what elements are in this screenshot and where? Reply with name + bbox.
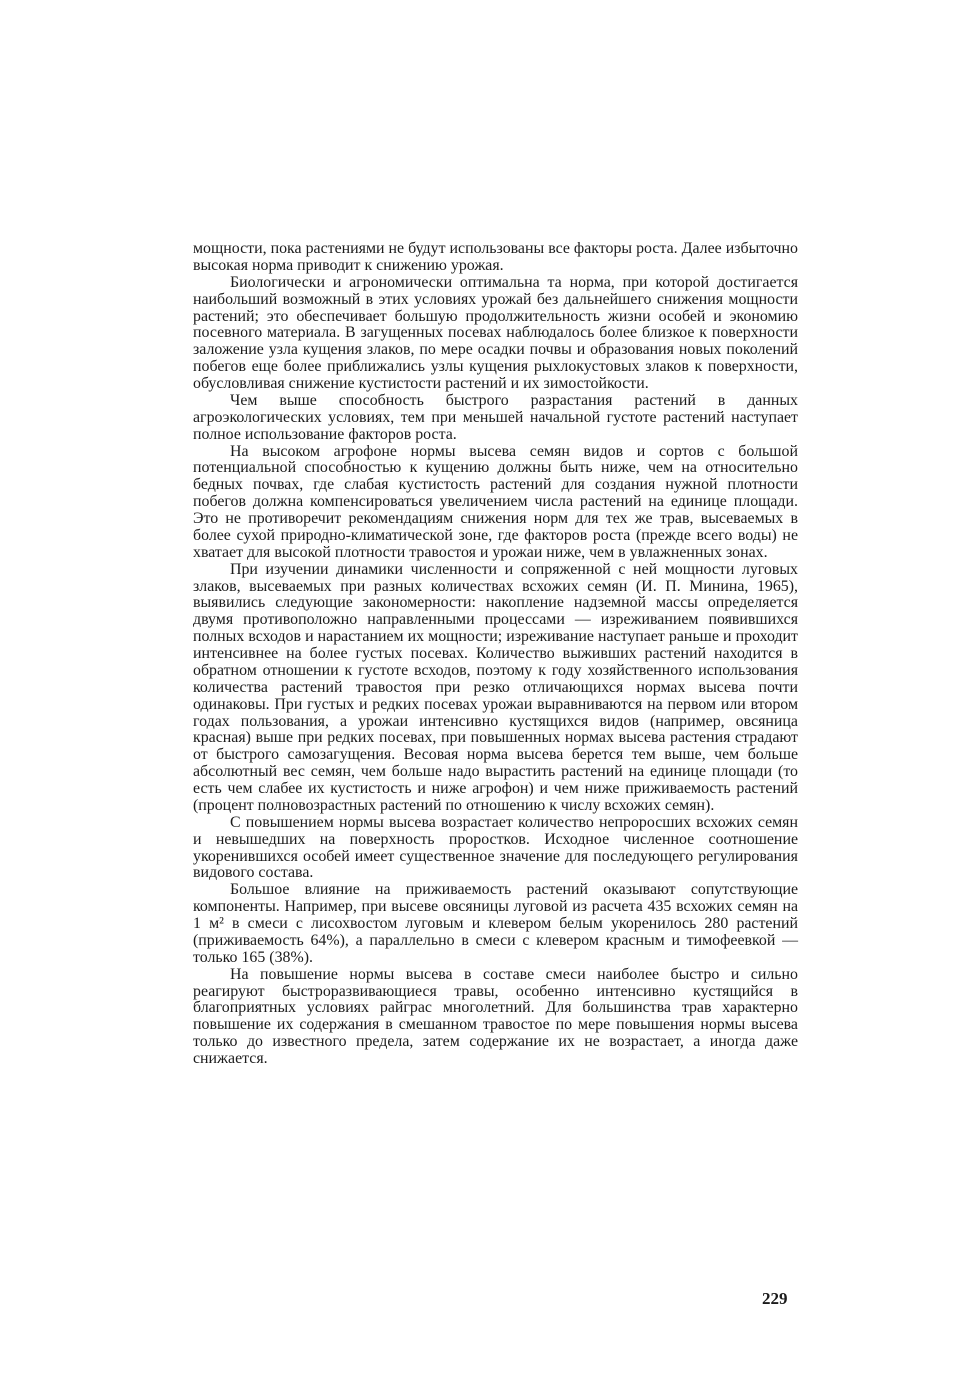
paragraph: Биологически и агрономически оптимальна та норма, при которой достигается наибольший возможный в этих условиях урожай без дальнейшего снижения мощности растений; это обеспечивает большую продолжительность жизни особей и экономию посевного материала. В загущенных посевах наблюдалось более близкое к поверхности заложение узла кущения злаков, по мере осадки почвы и образования новых поколений побегов еще более приближались узлы кущения рыхлокустовых злаков к поверхности, обусловливая снижение кустистости растений и их зимостойкости. xyxy=(193,273,798,392)
paragraph: С повышением нормы высева возрастает количество непроросших всхожих семян и невышедших на поверхность проростков. Исходное численное соотношение укоренившихся особей имеет существенное значение для последующего регулирования видового состава. xyxy=(193,813,798,882)
paragraph: На повышение нормы высева в составе смеси наиболее быстро и сильно реагируют быстроразвивающиеся травы, особенно интенсивно кустящийся в благоприятных условиях райграс многолетний. Для большинства трав характерно повышение их содержания в смешанном травостое по мере повышения нормы высева только до известного предела, затем содержание их не возрастает, а иногда даже снижается. xyxy=(193,965,798,1067)
body-text xyxy=(193,241,798,1068)
paragraph: Большое влияние на приживаемость растений оказывают сопутствующие компоненты. Например, при высеве овсяницы луговой из расчета 435 всхожих семян на 1 м² в смеси с лисохвостом луговым и клевером белым укоренилось 280 растений (приживаемость 64%), а параллельно в смеси с клевером красным и тимофеевкой — только 165 (38%). xyxy=(193,881,798,966)
paragraph: Чем выше способность быстрого разрастания растений в данных агроэкологических условиях, тем при меньшей начальной густоте растений наступает полное использование факторов роста. xyxy=(193,391,798,443)
paragraph: При изучении динамики численности и сопряженной с ней мощности луговых злаков, высеваемых при разных количествах всхожих семян (И. П. Минина, 1965), выявились следующие закономерности: накопление надземной массы определяется двумя противоположно направленными процессами — изреживанием появившихся полных всходов и нарастанием их мощности; изреживание наступает раньше и проходит интенсивнее на более густых посевах. Количество выживших растений находится в обратном отношении к густоте всходов, поэтому к году хозяйственного использования количества растений травостоя при резко отличающихся нормах высева почти одинаковы. При густых и редких посевах урожаи выравниваются на первом или втором годах пользования, а урожаи интенсивно кустящихся видов (например, овсяница красная) выше при редких посевах, при повышенных нормах высева растения страдают от быстрого самозагущения. Весовая норма высева берется тем выше, чем больше абсолютный вес семян, чем больше надо вырастить растений на единице площади (то есть чем слабее их кустистость и ниже агрофон) и чем ниже приживаемость растений (процент полновозрастных растений по отношению к числу всхожих семян). xyxy=(193,560,798,814)
paragraph: мощности, пока растениями не будут использованы все факторы роста. Далее избыточно высокая норма приводит к снижению урожая. xyxy=(193,240,798,274)
page-number: 229 xyxy=(762,1289,788,1308)
paragraph: На высоком агрофоне нормы высева семян видов и сортов с большой потенциальной способностью к кущению должны быть ниже, чем на относительно бедных почвах, где слабая кустистость растений для создания нужной плотности побегов должна компенсироваться увеличением числа растений на единице площади. Это не противоречит рекомендациям снижения норм для тех же трав, высеваемых в более сухой природно-климатической зоне, где факторов роста (прежде всего воды) не хватает для высокой плотности травостоя и урожаи ниже, чем в увлажненных зонах. xyxy=(193,442,798,561)
